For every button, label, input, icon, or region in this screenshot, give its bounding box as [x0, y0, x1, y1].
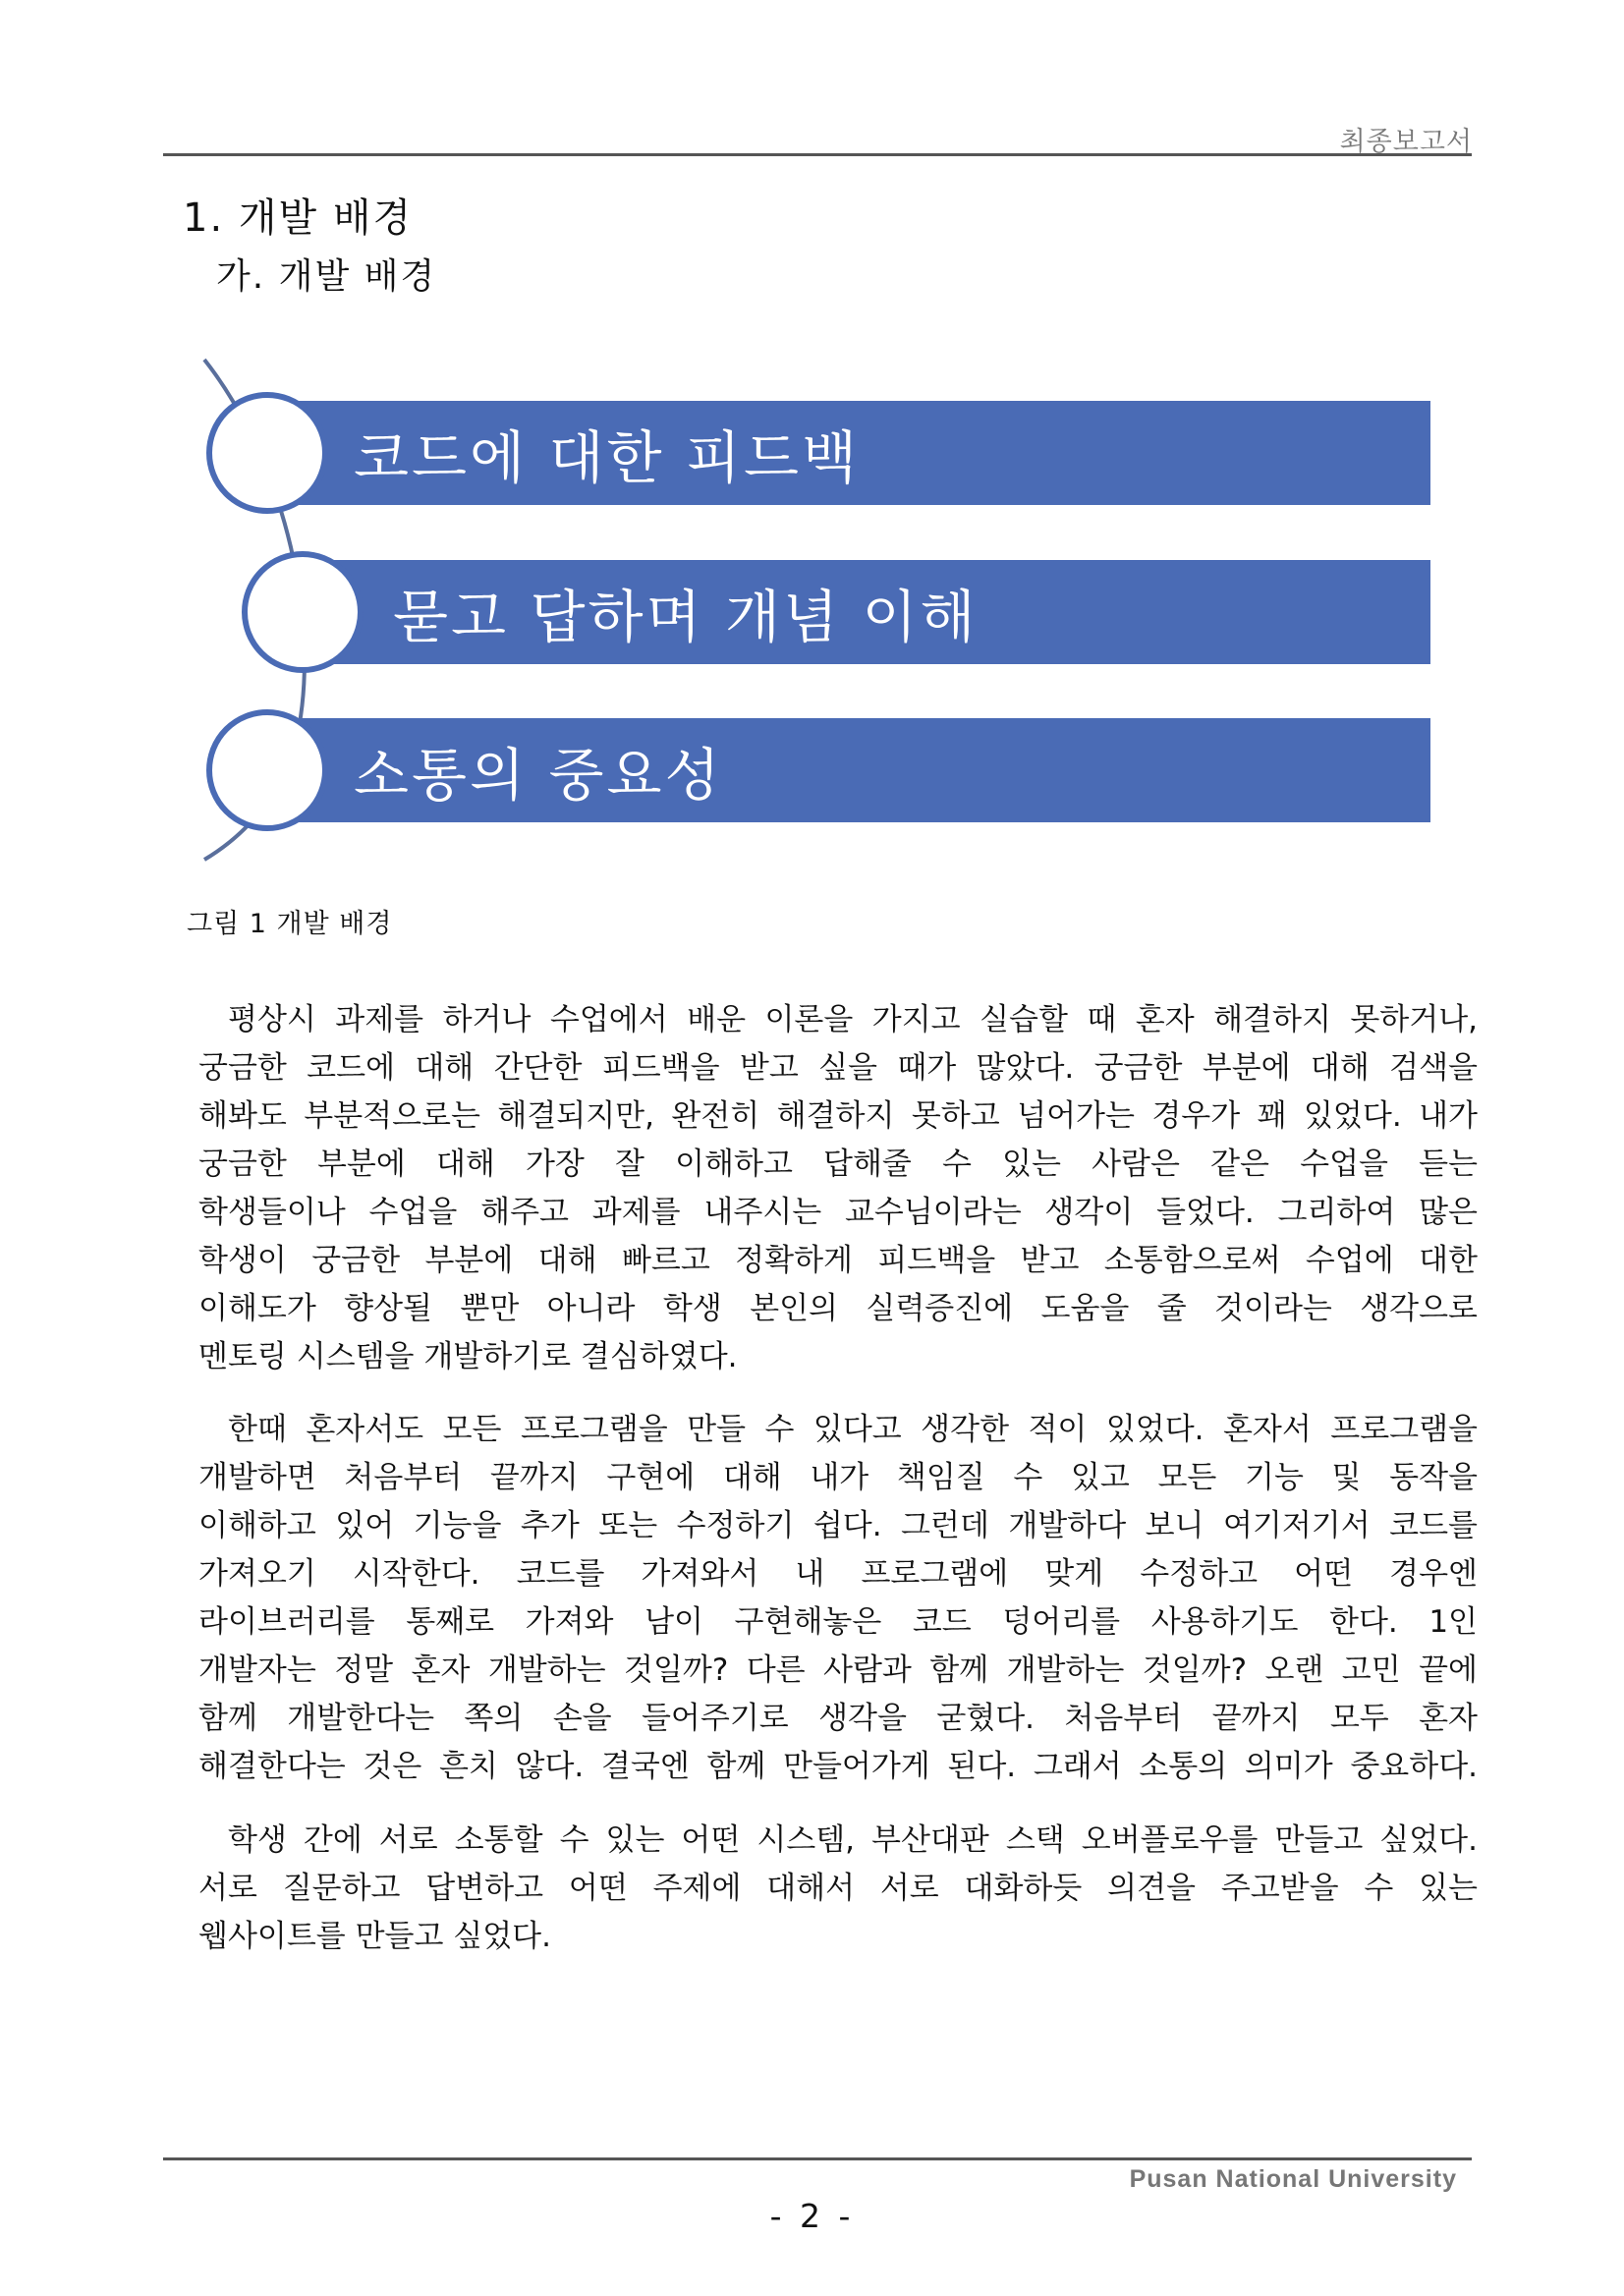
paragraph-3-line-1: 학생 간에 서로 소통할 수 있는 어떤 시스템, 부산대판 스택 오버플로우를 만들고 싶었다.: [228, 1822, 1478, 1858]
diagram-bar-2-label: 묻고 답하며 개념 이해: [393, 584, 979, 650]
footer-university: Pusan National University: [1129, 2165, 1457, 2193]
figure-caption: 그림 1 개발 배경: [187, 909, 393, 939]
paragraph-3: [198, 1817, 1478, 1961]
page-header-title: 최종보고서: [1339, 127, 1473, 157]
paragraph-1-line-7: 이해도가 향상될 뿐만 아니라 학생 본인의 실력증진에 도움을 줄 것이라는 생각으로: [198, 1291, 1478, 1326]
subsection-title: 가. 개발 배경: [216, 256, 437, 297]
diagram-circle-2: [242, 551, 364, 673]
diagram-bar-1: [265, 401, 1430, 505]
paragraph-2: [198, 1406, 1478, 1791]
paragraph-2-line-7: 함께 개발한다는 쪽의 손을 들어주기로 생각을 굳혔다. 처음부터 끝까지 모두 혼자: [198, 1701, 1478, 1736]
diagram-bar-3-label: 소통의 중요성: [354, 742, 723, 809]
diagram-bar-2: [305, 560, 1430, 664]
paragraph-2-line-2: 개발하면 처음부터 끝까지 구현에 대해 내가 책임질 수 있고 모든 기능 및 동작을: [198, 1460, 1478, 1495]
paragraph-2-line-3: 이해하고 있어 기능을 추가 또는 수정하기 쉽다. 그런데 개발하다 보니 여기저기서 코드를: [198, 1508, 1478, 1543]
paragraph-2-line-6: 개발자는 정말 혼자 개발하는 것일까? 다른 사람과 함께 개발하는 것일까? 오랜 고민 끝에: [198, 1652, 1478, 1688]
paragraph-1-line-1: 평상시 과제를 하거나 수업에서 배운 이론을 가지고 실습할 때 혼자 해결하지 못하거나,: [228, 1002, 1478, 1037]
header-rule: [163, 153, 1472, 156]
diagram-circle-1: [206, 392, 328, 514]
diagram-bar-1-label: 코드에 대한 피드백: [354, 424, 861, 491]
paragraph-1-line-4: 궁금한 부분에 대해 가장 잘 이해하고 답해줄 수 있는 사람은 같은 수업을 듣는: [198, 1147, 1478, 1182]
paragraph-2-line-5: 라이브러리를 통째로 가져와 남이 구현해놓은 코드 덩어리를 사용하기도 한다. 1인: [198, 1604, 1478, 1640]
paragraph-3-line-3: 웹사이트를 만들고 싶었다.: [198, 1919, 551, 1954]
footer-rule: [163, 2157, 1472, 2160]
paragraph-2-line-1: 한때 혼자서도 모든 프로그램을 만들 수 있다고 생각한 적이 있었다. 혼자서 프로그램을: [228, 1412, 1478, 1447]
paragraph-1: [198, 996, 1478, 1381]
section-title: 1. 개발 배경: [183, 196, 414, 241]
diagram-circle-3: [206, 709, 328, 831]
diagram-bar-3: [265, 718, 1430, 822]
paragraph-1-line-8: 멘토링 시스템을 개발하기로 결심하였다.: [198, 1339, 738, 1374]
page-number: - 2 -: [769, 2197, 855, 2235]
paragraph-1-line-6: 학생이 궁금한 부분에 대해 빠르고 정확하게 피드백을 받고 소통함으로써 수업에 대한: [198, 1243, 1478, 1278]
paragraph-3-line-2: 서로 질문하고 답변하고 어떤 주제에 대해서 서로 대화하듯 의견을 주고받을 수 있는: [198, 1871, 1478, 1906]
paragraph-1-line-5: 학생들이나 수업을 해주고 과제를 내주시는 교수님이라는 생각이 들었다. 그리하여 많은: [198, 1195, 1478, 1230]
paragraph-2-line-8: 해결한다는 것은 흔치 않다. 결국엔 함께 만들어가게 된다. 그래서 소통의 의미가 중요하다.: [198, 1749, 1478, 1784]
paragraph-1-line-2: 궁금한 코드에 대해 간단한 피드백을 받고 싶을 때가 많았다. 궁금한 부분에 대해 검색을: [198, 1050, 1478, 1086]
paragraph-1-line-3: 해봐도 부분적으로는 해결되지만, 완전히 해결하지 못하고 넘어가는 경우가 꽤 있었다. 내가: [198, 1098, 1478, 1134]
paragraph-2-line-4: 가져오기 시작한다. 코드를 가져와서 내 프로그램에 맞게 수정하고 어떤 경우엔: [198, 1556, 1478, 1592]
